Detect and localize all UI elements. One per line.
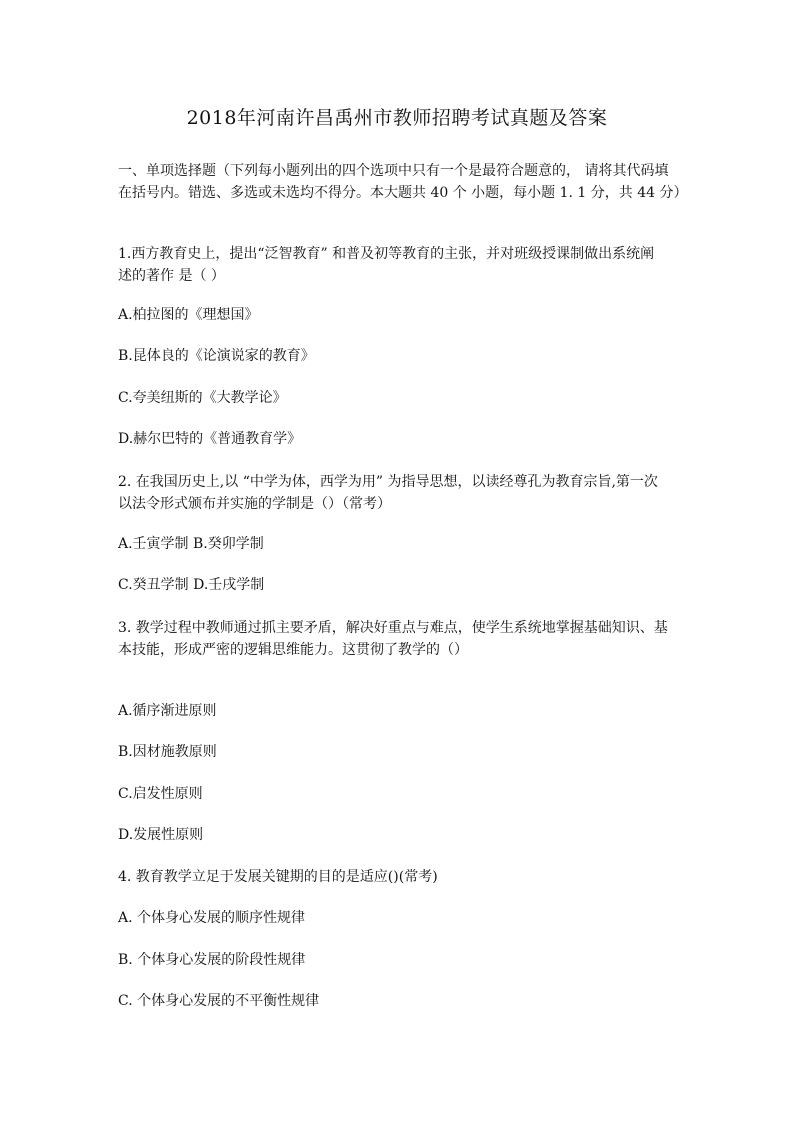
question-4-option-b: B. 个体身心发展的阶段性规律 (118, 952, 306, 968)
question-1-stem (118, 243, 688, 287)
question-3-stem (118, 617, 688, 661)
question-2-options-ab: A.壬寅学制 B.癸卯学制 (118, 536, 264, 552)
question-1-option-c: C.夸美纽斯的《大教学论》 (118, 390, 287, 406)
question-3-option-a: A.循序渐进原则 (118, 703, 217, 719)
question-1-option-a: A.柏拉图的《理想国》 (118, 307, 259, 323)
question-stem-line: 以法令形式颁布并实施的学制是（）（常考） (118, 496, 391, 512)
question-3-option-c: C.启发性原则 (118, 786, 203, 802)
question-4-stem: 4. 教育教学立足于发展关键期的目的是适应()(常考) (118, 869, 438, 885)
question-stem-line: 3. 教学过程中教师通过抓主要矛盾，解决好重点与难点，使学生系统地掌握基础知识、基 (118, 620, 668, 636)
document-title: 2018年河南许昌禹州市教师招聘考试真题及答案 (186, 107, 608, 129)
question-2-stem (118, 471, 688, 515)
question-stem-line: 2. 在我国历史上,以 “中学为体，西学为用” 为指导思想，以读经尊孔为教育宗旨,第一次 (118, 474, 658, 490)
section-intro (118, 160, 688, 204)
section-intro-line: 一、单项选择题（下列每小题列出的四个选项中只有一个是最符合题意的， 请将其代码填 (118, 163, 669, 179)
question-1-option-b: B.昆体良的《论演说家的教育》 (118, 348, 315, 364)
question-4-option-a: A. 个体身心发展的顺序性规律 (118, 910, 306, 926)
question-2-options-cd: C.癸丑学制 D.壬戌学制 (118, 577, 265, 593)
question-stem-line: 述的著作 是（ ） (118, 268, 225, 284)
question-stem-line: 本技能，形成严密的逻辑思维能力。这贯彻了教学的（） (118, 642, 468, 658)
question-3-option-b: B.因材施教原则 (118, 744, 217, 760)
question-1-option-d: D.赫尔巴特的《普通教育学》 (118, 431, 302, 447)
question-4-option-c: C. 个体身心发展的不平衡性规律 (118, 993, 320, 1009)
question-stem-line: 1.西方教育史上，提出“泛智教育” 和普及初等教育的主张，并对班级授课制做出系统阐 (118, 246, 655, 262)
section-intro-line: 在括号内。错选、多选或未选均不得分。本大题共 40 个 小题，每小题 1. 1 分，共 44 分） (118, 185, 688, 201)
question-3-option-d: D.发展性原则 (118, 827, 204, 843)
